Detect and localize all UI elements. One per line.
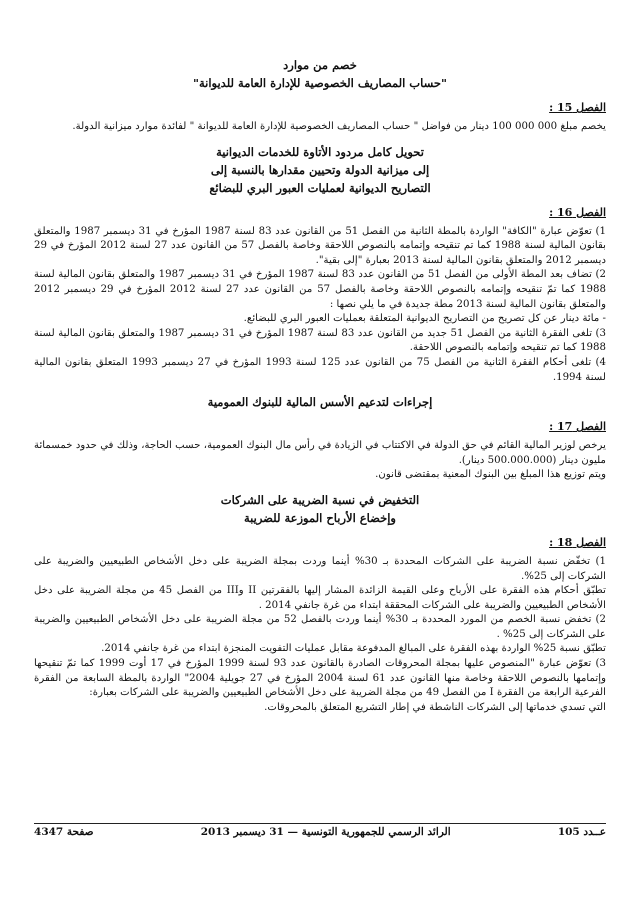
article-16-dash-item: - مائة دينار عن كل تصريح من التصاريح الديوانية المتعلقة بعمليات العبور البري للبضائع.	[243, 313, 606, 325]
article-18-paragraph-2: تطبّق أحكام هذه الفقرة على الأرباح وعلى القيمة الزائدة المشار إليها بالفقرتين II وIII من الفصل 45 من مجلة الضريبة على دخل الأشخاص الطبيعيين والضريبة على الشركات المحققة ابتداء من غرة جانفي 2014 .	[34, 585, 606, 611]
heading-15-line-1: تحويل كامل مردود الأتاوة للخدمات الديوانية	[216, 144, 424, 159]
heading-18-line-1: التخفيض في نسبة الضريبة على الشركات	[220, 492, 420, 507]
article-18-paragraph-1: 1) تخفّض نسبة الضريبة على الشركات المحددة بـ 30% أينما وردت بمجلة الضريبة على دخل الأشخاص الطبيعيين والضريبة على الشركات إلى 25%.	[34, 555, 606, 582]
heading-17: إجراءات لتدعيم الأسس المالية للبنوك العمومية	[207, 395, 433, 410]
footer-divider	[34, 823, 606, 824]
article-17-paragraph-2: ويتم توزيع هذا المبلغ بين البنوك المعنية بمقتضى قانون.	[375, 469, 606, 481]
heading-15-line-3: التصاريح الديوانية لعمليات العبور البري للبضائع	[209, 180, 431, 195]
article-17-title: الفصل 17 :	[549, 420, 606, 434]
article-16-title: الفصل 16 :	[549, 205, 606, 219]
article-16-paragraph-4: 4) تلغى أحكام الفقرة الثانية من الفصل 75 من القانون عدد 125 لسنة 1993 المؤرخ في 27 ديسمبر 1993 المتعلق بقانون المالية لسنة 1994.	[34, 356, 606, 383]
article-17-paragraph-1: يرخص لوزير المالية القائم في حق الدولة في الاكتتاب في الزيادة في رأس مال البنوك العمومية، حسب الحاجة، وذلك في حدود خمسمائة مليون دينار (500.000.000 دينار).	[34, 440, 606, 466]
article-18-paragraph-4: تطبّق نسبة 25% الواردة بهذه الفقرة على المبالغ المدفوعة مقابل عمليات التفويت المنجزة ابتداء من غرة جانفي 2014.	[101, 643, 606, 655]
article-15-body: يخصم مبلغ 000 000 100 دينار من فواضل " حساب المصاريف الخصوصية للإدارة العامة للديوانة " لفائدة موارد ميزانية الدولة.	[72, 121, 606, 132]
footer-issue-number: عــدد 105	[557, 826, 606, 838]
footer-journal-title: الرائد الرسمي للجمهورية التونسية — 31 ديسمبر 2013	[200, 826, 451, 838]
page-footer	[34, 826, 606, 838]
article-16-paragraph-1: 1) تعوّض عبارة "الكافة" الواردة بالمطة الثانية من الفصل 51 من القانون عدد 83 لسنة 1987 المؤرخ في 31 ديسمبر 1987 والمتعلق بقانون المالية لسنة 1988 كما تم تنقيحه وإتمامه بالنصوص اللاحقة وخاصة بالفصل 57 من القانون عدد 27 لسنة 2012 المؤرخ في 29 ديسمبر 2012 والمتعلق بقانون المالية لسنة 2013 بعبارة "إلى بقية".	[34, 225, 607, 266]
document-body	[34, 56, 606, 715]
article-18-title: الفصل 18 :	[549, 535, 606, 549]
footer-page-number: صفحة 4347	[34, 826, 94, 838]
heading-15-line-2: إلى ميزانية الدولة وتحيين مقدارها بالنسبة إلى	[210, 162, 430, 177]
article-15-title: الفصل 15 :	[549, 101, 606, 114]
article-16-paragraph-3: 3) تلغى الفقرة الثانية من الفصل 51 جديد من القانون عدد 83 لسنة 1987 المؤرخ في 31 ديسمبر 1987 والمتعلق بقانون المالية لسنة 1988 كما تم تنقيحه وإتمامه بالنصوص اللاحقة.	[34, 327, 606, 354]
article-16-paragraph-2: 2) تضاف بعد المطة الأولى من الفصل 51 من القانون عدد 83 لسنة 1987 المؤرخ في 31 ديسمبر 1987 والمتعلق بقانون المالية لسنة 1988 كما تمّ تنقيحه وإتمامه بالنصوص اللاحقة وخاصة بالفصل 57 من القانون عدد 27 لسنة 2012 المؤرخ في 29 ديسمبر 2012 والمتعلق بقانون المالية لسنة 2013 مطة جديدة في ما يلي نصها :	[34, 269, 606, 310]
header-line-1: خصم من موارد	[283, 58, 357, 72]
article-18-paragraph-6: التي تسدي خدماتها إلى الشركات الناشطة في إطار التشريع المتعلق بالمحروقات.	[264, 701, 606, 713]
article-18-paragraph-3: 2) تخفض نسبة الخصم من المورد المحددة بـ 30% أينما وردت بالفصل 52 من مجلة الضريبة على دخل الأشخاص الطبيعيين والضريبة على الشركات إلى 25% .	[34, 614, 606, 640]
article-18-paragraph-5: 3) تعوّض عبارة "المنصوص عليها بمجلة المحروقات الصادرة بالقانون عدد 93 لسنة 1999 المؤرخ في 17 أوت 1999 كما تمّ تنقيحها وإتمامها بالنصوص اللاحقة وخاصة منها القانون عدد 61 لسنة 2004 المؤرخ في 27 جويلية 2004" الواردة بالمطة السابعة من الفقرة الفرعية الرابعة من الفقرة I من الفصل 49 من مجلة الضريبة على دخل الأشخاص الطبيعيين والضريبة على الشركات بعبارة:	[34, 658, 606, 699]
header-line-2: "حساب المصاريف الخصوصية للإدارة العامة للديوانة"	[192, 76, 447, 90]
heading-18-line-2: وإخضاع الأرباح الموزعة للضريبة	[244, 510, 396, 525]
